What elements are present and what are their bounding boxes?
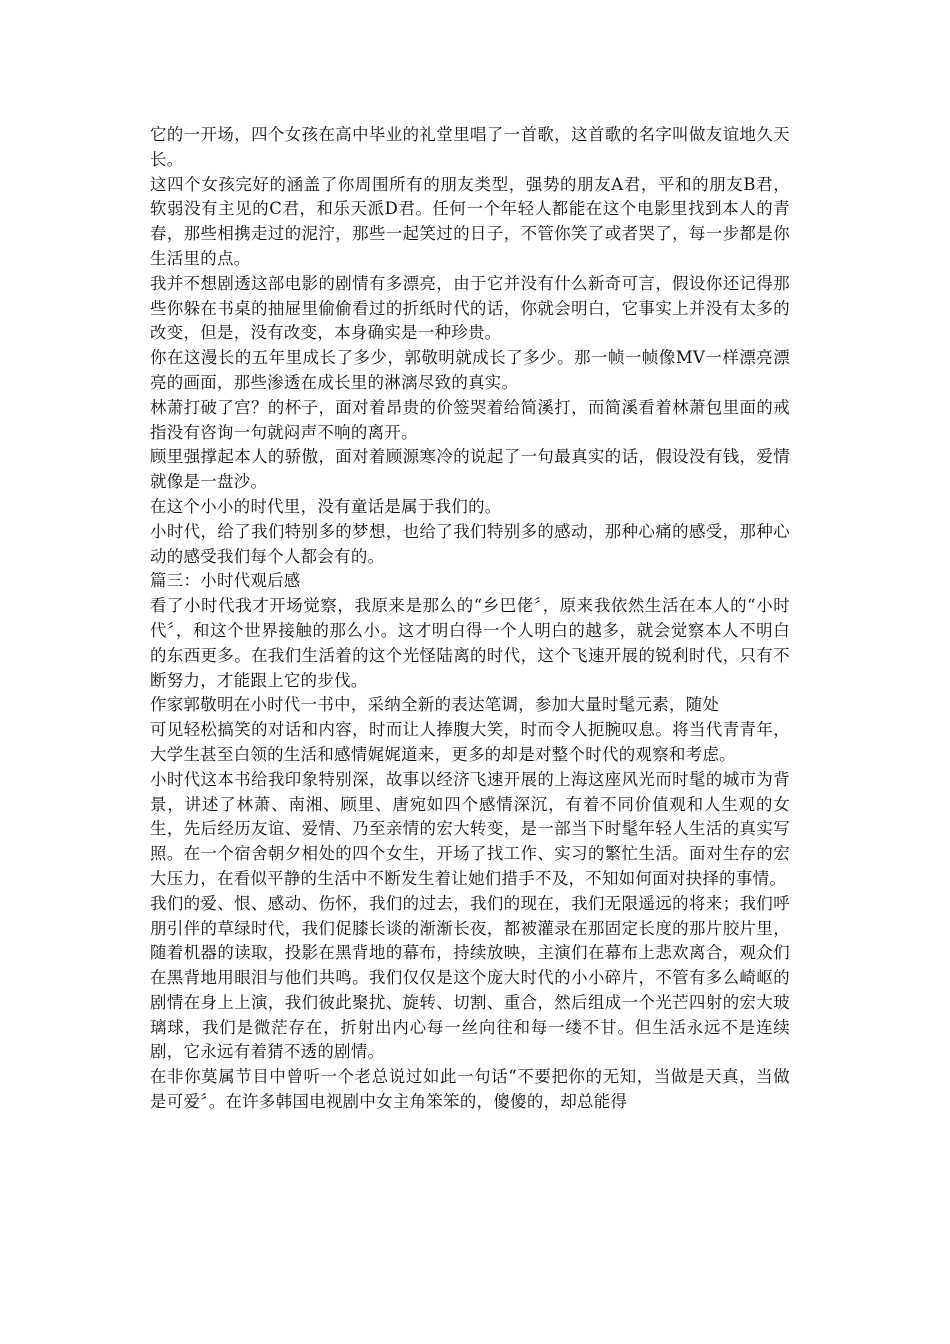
paragraph: 你在这漫长的五年里成长了多少，郭敬明就成长了多少。那一帧一帧像MV一样漂亮漂亮的画面，那些渗透在成长里的淋漓尽致的真实。 <box>150 348 790 392</box>
paragraph: 在这个小小的时代里，没有童话是属于我们的。 <box>150 496 502 516</box>
paragraph: 看了小时代我才开场觉察，我原来是那么的“乡巴佬〞，原来我依然生活在本人的“小时代〞，和这个世界接触的那么小。这才明白得一个人明白的越多，就会觉察本人不明白的东西更多。在我们生活着的这个光怪陆离的时代，这个飞速开展的锐利时代，只有不断努力，才能跟上它的步伐。 <box>150 596 790 690</box>
paragraph: 可见轻松搞笑的对话和内容，时而让人捧腹大笑，时而令人扼腕叹息。将当代青青年，大学生甚至白领的生活和感情娓娓道来，更多的却是对整个时代的观察和考虑。 <box>150 720 790 764</box>
section-heading: 篇三：小时代观后感 <box>150 571 301 591</box>
paragraph: 我们的爱、恨、感动、伤怀，我们的过去，我们的现在，我们无限遥远的将来；我们呼朋引伴的草绿时代，我们促膝长谈的渐渐长夜，都被灌录在那固定长度的那片胶片里，随着机器的读取，投影在黑背地的幕布，持续放映，主演们在幕布上悲欢离合，观众们在黑背地用眼泪与他们共鸣。我们仅仅是这个庞大时代的小小碎片，不管有多么崎岖的剧情在身上上演，我们彼此聚扰、旋转、切割、重合，然后组成一个光芒四射的宏大玻璃球，我们是微茫存在，折射出内心每一丝向往和每一缕不甘。但生活永远不是连续剧，它永远有着猜不透的剧情。 <box>150 893 790 1062</box>
paragraph: 它的一开场，四个女孩在高中毕业的礼堂里唱了一首歌，这首歌的名字叫做友谊地久天长。 <box>150 125 790 169</box>
paragraph: 林萧打破了宫？的杯子，面对着昂贵的价签哭着给简溪打，而简溪看着林萧包里面的戒指没有咨询一句就闷声不响的离开。 <box>150 397 790 442</box>
document-body <box>150 123 790 1115</box>
paragraph: 小时代，给了我们特别多的梦想，也给了我们特别多的感动，那种心痛的感受，那种心动的感受我们每个人都会有的。 <box>150 521 790 566</box>
paragraph: 这四个女孩完好的涵盖了你周围所有的朋友类型，强势的朋友A君，平和的朋友B君，软弱没有主见的C君，和乐天派D君。任何一个年轻人都能在这个电影里找到本人的青春，那些相携走过的泥泞，那些一起笑过的日子，不管你笑了或者哭了，每一步都是你生活里的点。 <box>150 174 790 268</box>
paragraph: 顾里强撑起本人的骄傲，面对着顾源寒冷的说起了一句最真实的话，假设没有钱，爱情就像是一盘沙。 <box>150 447 790 492</box>
paragraph: 我并不想剧透这部电影的剧情有多漂亮，由于它并没有什么新奇可言，假设你还记得那些你躲在书桌的抽屉里偷偷看过的折纸时代的话，你就会明白，它事实上并没有太多的改变，但是，没有改变，本身确实是一种珍贵。 <box>150 273 790 343</box>
paragraph: 在非你莫属节目中曾听一个老总说过如此一句话“不要把你的无知，当做是天真，当做是可爱〞。在许多韩国电视剧中女主角笨笨的，傻傻的，却总能得 <box>150 1067 790 1112</box>
paragraph: 小时代这本书给我印象特别深，故事以经济飞速开展的上海这座风光而时髦的城市为背景，讲述了林萧、南湘、顾里、唐宛如四个感情深沉，有着不同价值观和人生观的女生，先后经历友谊、爱情、乃至亲情的宏大转变，是一部当下时髦年轻人生活的真实写照。在一个宿舍朝夕相处的四个女生，开场了找工作、实习的繁忙生活。面对生存的宏大压力，在看似平静的生活中不断发生着让她们措手不及，不知如何面对抉择的事情。 <box>150 769 790 888</box>
paragraph: 作家郭敬明在小时代一书中，采纳全新的表达笔调，参加大量时髦元素，随处 <box>150 695 720 715</box>
